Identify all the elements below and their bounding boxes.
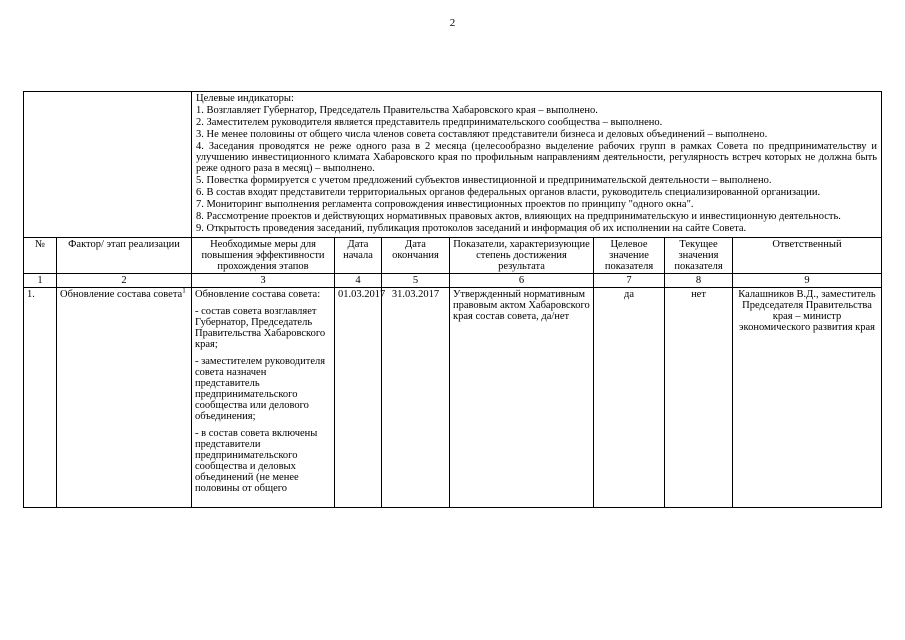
measure-item: - в состав совета включены представители предпринимательского сообщества и деловых объединений (не менее половины от общего <box>195 428 318 494</box>
header-target-value: Целевое значение показателя <box>594 238 665 274</box>
indicator-item: 8. Рассмотрение проектов и действующих нормативных правовых актов, влияющих на предпринимательскую и инвестиционную деятельность. <box>196 211 841 222</box>
measure-item: - состав совета возглавляет Губернатор, Председатель Правительства Хабаровского края; <box>195 306 326 350</box>
column-number: 1 <box>24 274 57 288</box>
header-indicator: Показатели, характеризующие степень достижения результата <box>450 238 594 274</box>
header-factor: Фактор/ этап реализации <box>57 238 192 274</box>
indicator-item: 3. Не менее половины от общего числа членов совета составляют представители бизнеса и деловых объединений – выполнено. <box>196 129 768 140</box>
row-start-date: 01.03.2017 <box>335 288 382 508</box>
indicator-item: 9. Открытость проведения заседаний, публикация протоколов заседаний и информация об их исполнении на сайте Совета. <box>196 223 747 234</box>
column-number: 5 <box>382 274 450 288</box>
column-number: 8 <box>665 274 733 288</box>
row-factor-cell <box>57 288 192 508</box>
header-start-date: Дата начала <box>335 238 382 274</box>
indicators-blank-cell <box>24 92 192 238</box>
implementation-table <box>23 91 882 508</box>
indicator-item: 6. В состав входят представители территориальных органов федеральных органов власти, руководитель специализированной организации. <box>196 187 821 198</box>
indicator-item: 2. Заместителем руководителя является представитель предпринимательского сообщества – выполнено. <box>196 117 663 128</box>
column-number: 4 <box>335 274 382 288</box>
measure-item: - заместителем руководителя совета назначен представитель предпринимательского сообщества или делового объединения; <box>195 356 326 422</box>
table-row <box>24 288 882 508</box>
indicator-item: 5. Повестка формируется с учетом предложений субъектов инвестиционной и предпринимательской деятельности – выполнено. <box>196 175 772 186</box>
page-number: 2 <box>449 17 456 29</box>
row-current-value: нет <box>665 288 733 508</box>
row-measures-cell <box>192 288 335 508</box>
header-num: № <box>24 238 57 274</box>
row-indicator: Утвержденный нормативным правовым актом Хабаровского края состав совета, да/нет <box>450 288 594 508</box>
row-end-date: 31.03.2017 <box>382 288 450 508</box>
row-target-value: да <box>594 288 665 508</box>
row-responsible: Калашников В.Д., заместитель Председателя Правительства края – министр экономического развития края <box>733 288 882 508</box>
column-number: 7 <box>594 274 665 288</box>
factor-footnote-mark: 1 <box>182 286 186 295</box>
indicator-item: 4. Заседания проводятся не реже одного раза в 2 месяца (целесообразно выделение рабочих групп в рамках Совета по предпринимательству и улучшению инвестиционного климата Хабаровского края по профильным направлениям деятельности, регулярность встреч которых не должна быть реже одного раза в месяц) – выполнено. <box>196 141 878 174</box>
column-number: 9 <box>733 274 882 288</box>
header-current-value: Текущее значения показателя <box>665 238 733 274</box>
measure-item: Обновление состава совета: <box>195 289 321 300</box>
indicator-item: 7. Мониторинг выполнения регламента сопровождения инвестиционных проектов по принципу "одного окна". <box>196 199 694 210</box>
header-responsible: Ответственный <box>733 238 882 274</box>
header-measures: Необходимые меры для повышения эффективности прохождения этапов <box>192 238 335 274</box>
column-number-row <box>24 274 882 288</box>
indicators-heading: Целевые индикаторы: <box>196 93 294 104</box>
column-number: 2 <box>57 274 192 288</box>
header-row <box>24 238 882 274</box>
indicators-row <box>24 92 882 238</box>
indicators-cell <box>192 92 882 238</box>
indicator-item: 1. Возглавляет Губернатор, Председатель Правительства Хабаровского края – выполнено. <box>196 105 598 116</box>
header-end-date: Дата окончания <box>382 238 450 274</box>
row-num: 1. <box>24 288 57 508</box>
column-number: 6 <box>450 274 594 288</box>
row-factor: Обновление состава совета <box>60 289 183 300</box>
column-number: 3 <box>192 274 335 288</box>
